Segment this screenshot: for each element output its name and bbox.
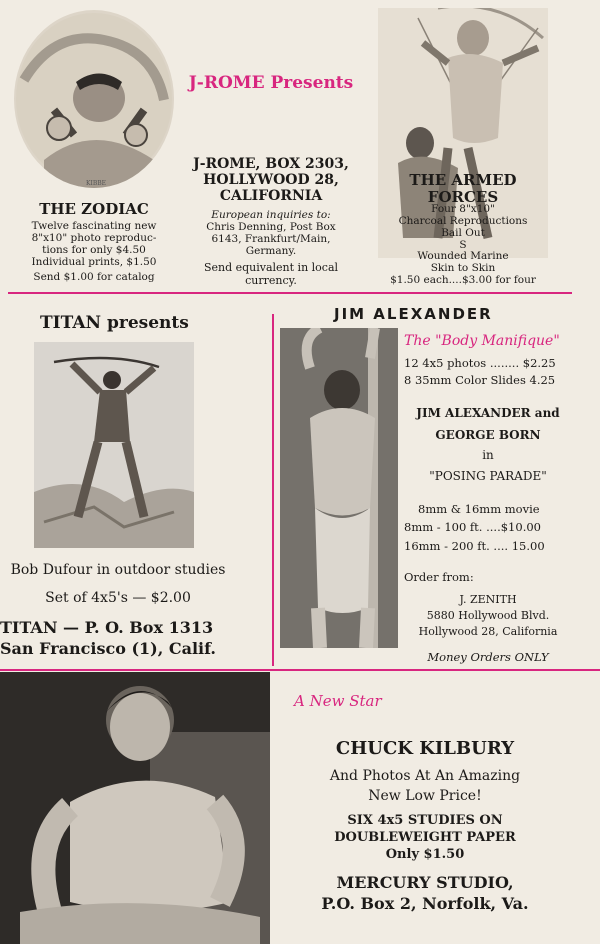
chuck-studio-address: MERCURY STUDIO, P.O. Box 2, Norfolk, Va. <box>321 873 529 914</box>
zodiac-figure-illustration <box>14 10 174 188</box>
posing-back-photo <box>280 328 398 648</box>
outdoor-pose-photo <box>34 342 194 548</box>
section-divider-top <box>8 292 572 294</box>
zodiac-description: Twelve fascinating new 8"x10" photo reproduc- tions for only $4.50 Individual prints, $1.50 Send $1.00 for catalog <box>8 220 180 283</box>
chuck-photo <box>0 672 270 944</box>
jim-zenith-address: J. ZENITH 5880 Hollywood Blvd. Hollywood 28, California <box>418 593 558 638</box>
portrait-photo <box>0 672 270 944</box>
titan-address: TITAN — P. O. Box 1313 San Francisco (1), Calif. <box>0 618 216 658</box>
jrome-european-inquiries: European inquiries to: Chris Denning, Post Box 6143, Frankfurt/Main, Germany. <box>206 209 336 258</box>
jim-film-title: "POSING PARADE" <box>429 469 547 483</box>
titan-price: Set of 4x5's — $2.00 <box>45 590 191 606</box>
section-divider-vertical <box>272 314 274 666</box>
jim-photo-prices: 12 4x5 photos ........ $2.25 8 35mm Color Slides 4.25 <box>404 356 556 387</box>
jrome-currency-note: Send equivalent in local currency. <box>203 261 339 287</box>
jim-movie-prices: 8mm & 16mm movie 8mm - 100 ft. ....$10.00 16mm - 200 ft. .... 15.00 <box>404 502 545 553</box>
jim-subtitle: The "Body Manifique" <box>404 333 560 349</box>
jrome-address: J-ROME, BOX 2303, HOLLYWOOD 28, CALIFORNIA <box>193 156 349 205</box>
zodiac-title: THE ZODIAC <box>39 200 149 218</box>
jim-header: JIM ALEXANDER <box>334 305 493 323</box>
zodiac-catalog-offer: Send $1.00 for catalog <box>33 271 155 284</box>
artist-signature: KIBBE <box>86 180 107 187</box>
jim-order-from: Order from: <box>404 570 474 584</box>
titan-photo <box>34 342 194 548</box>
chuck-studies: SIX 4x5 STUDIES ON DOUBLEWEIGHT PAPER Only $1.50 <box>334 813 516 863</box>
titan-header: TITAN presents <box>40 313 189 333</box>
jim-photo <box>280 328 398 648</box>
titan-caption: Bob Dufour in outdoor studies <box>10 562 226 578</box>
jrome-brand: J-ROME Presents <box>188 73 354 93</box>
zodiac-artwork <box>14 10 174 188</box>
jim-money-orders: Money Orders ONLY <box>427 650 549 664</box>
jim-featuring: JIM ALEXANDER and GEORGE BORN <box>416 406 560 442</box>
jim-in: in <box>482 448 494 462</box>
chuck-name: CHUCK KILBURY <box>335 738 515 759</box>
chuck-tag: A New Star <box>294 692 382 710</box>
section-divider-bottom <box>0 669 600 671</box>
armed-forces-title: THE ARMED FORCES <box>409 171 517 206</box>
armed-forces-description: Four 8"x10" Charcoal Reproductions Bail Out S Wounded Marine Skin to Skin $1.50 each....$3.00 for four <box>390 203 536 287</box>
chuck-offer: And Photos At An Amazing New Low Price! <box>329 768 521 805</box>
